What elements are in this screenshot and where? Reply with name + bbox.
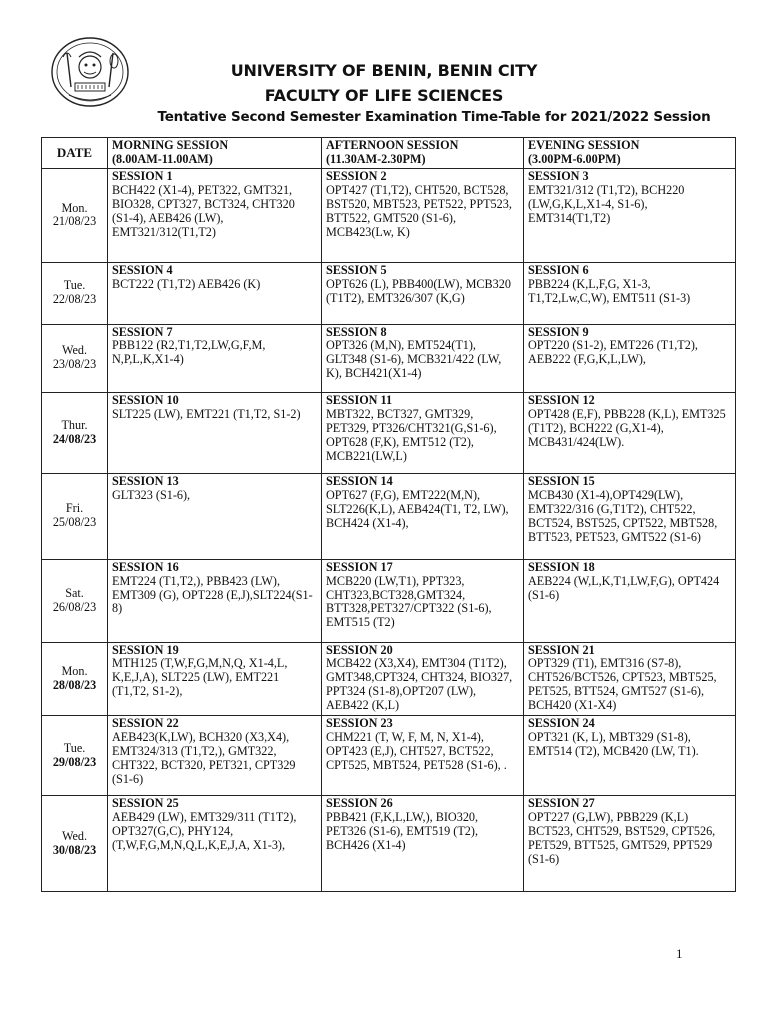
morning-session-title: SESSION 25 xyxy=(112,796,179,811)
date-cell xyxy=(42,559,108,642)
afternoon-course-list: MBT322, BCT327, GMT329, PET329, PT326/CHT321(G,S1-6), OPT628 (F,K), EMT512 (T2), MCB221(LW,L) xyxy=(326,407,497,463)
day-label: Fri. xyxy=(65,501,84,516)
date-label: 29/08/23 xyxy=(52,754,97,769)
afternoon-session-title: SESSION 8 xyxy=(326,324,387,339)
morning-session-title: SESSION 1 xyxy=(112,169,173,183)
evening-session-title: SESSION 18 xyxy=(528,559,595,574)
evening-session-title: SESSION 15 xyxy=(528,473,595,488)
day-label: Mon. xyxy=(61,664,88,678)
evening-header-label: EVENING SESSION xyxy=(528,138,640,152)
morning-session-title: SESSION 16 xyxy=(112,559,179,574)
date-cell xyxy=(42,393,108,474)
evening-session-cell xyxy=(524,262,736,324)
morning-session-cell xyxy=(108,559,322,642)
day-label: Tue. xyxy=(63,740,86,755)
evening-session-cell xyxy=(524,716,736,796)
morning-session-title: SESSION 19 xyxy=(112,642,179,657)
afternoon-header-label: AFTERNOON SESSION xyxy=(326,138,459,152)
evening-session-title: SESSION 6 xyxy=(528,262,589,277)
evening-column-header xyxy=(524,138,736,169)
morning-session-title: SESSION 22 xyxy=(112,716,179,731)
evening-course-list: MCB430 (X1-4),OPT429(LW), EMT322/316 (G,T1T2), CHT522, BCT524, BST525, CPT522, MBT528, BTT523, PET523, GMT522 (S1-6) xyxy=(528,487,718,544)
morning-course-list: AEB429 (LW), EMT329/311 (T1T2), OPT327(G,C), PHY124, (T,W,F,G,M,N,Q,L,K,E,J,A, X1-3), xyxy=(112,809,297,852)
morning-session-cell xyxy=(108,796,322,892)
evening-session-cell xyxy=(524,324,736,393)
afternoon-course-list: MCB422 (X3,X4), EMT304 (T1T2), GMT348,CPT324, CHT324, BIO327, PPT324 (S1-8),OPT207 (LW), AEB422 (K,L) xyxy=(326,656,513,713)
morning-session-cell xyxy=(108,473,322,559)
evening-session-title: SESSION 21 xyxy=(528,642,595,657)
afternoon-session-title: SESSION 5 xyxy=(326,262,387,277)
morning-course-list: PBB122 (R2,T1,T2,LW,G,F,M, N,P,L,K,X1-4) xyxy=(112,338,266,367)
table-row xyxy=(42,324,736,393)
evening-header-time: (3.00PM-6.00PM) xyxy=(528,151,621,166)
morning-session-cell xyxy=(108,716,322,796)
evening-session-cell xyxy=(524,169,736,263)
date-cell xyxy=(42,169,108,263)
timetable-subtitle: Tentative Second Semester Examination Time-Table for 2021/2022 Session xyxy=(157,109,711,125)
table-header-row xyxy=(42,138,736,169)
morning-header-label: MORNING SESSION xyxy=(112,138,229,152)
afternoon-course-list: CHM221 (T, W, F, M, N, X1-4), OPT423 (E,J), CHT527, BCT522, CPT525, MBT524, PET528 (S1-6), . xyxy=(326,730,507,772)
date-cell xyxy=(42,642,108,716)
table-row xyxy=(42,393,736,474)
table-row xyxy=(42,262,736,324)
day-label: Sat. xyxy=(65,585,84,600)
date-label: 25/08/23 xyxy=(52,515,97,530)
afternoon-column-header xyxy=(322,138,524,169)
morning-course-list: BCH422 (X1-4), PET322, GMT321, BIO328, CPT327, BCT324, CHT320 (S1-4), AEB426 (LW), EMT321/312(T1,T2) xyxy=(112,182,295,239)
afternoon-session-cell xyxy=(322,559,524,642)
morning-session-title: SESSION 7 xyxy=(112,324,173,339)
afternoon-session-cell xyxy=(322,262,524,324)
evening-session-title: SESSION 3 xyxy=(528,169,589,183)
morning-session-title: SESSION 10 xyxy=(112,393,179,408)
date-label: 22/08/23 xyxy=(52,292,97,307)
morning-course-list: AEB423(K,LW), BCH320 (X3,X4), EMT324/313 (T1,T2,), GMT322, CHT322, BCT320, PET321, CPT329 (S1-6) xyxy=(112,730,296,786)
date-label: 24/08/23 xyxy=(52,432,97,447)
date-label: 26/08/23 xyxy=(52,599,97,614)
exam-timetable xyxy=(41,137,736,892)
day-label: Thur. xyxy=(61,418,88,433)
morning-header-time: (8.00AM-11.00AM) xyxy=(112,151,213,166)
morning-course-list: MTH125 (T,W,F,G,M,N,Q, X1-4,L, K,E,J,A), SLT225 (LW), EMT221 (T1,T2, S1-2), xyxy=(112,656,288,699)
morning-session-cell xyxy=(108,262,322,324)
morning-session-cell xyxy=(108,642,322,716)
morning-session-cell xyxy=(108,393,322,474)
evening-course-list: PBB224 (K,L,F,G, X1-3, T1,T2,Lw,C,W), EMT511 (S1-3) xyxy=(528,276,691,305)
afternoon-course-list: PBB421 (F,K,L,LW,), BIO320, PET326 (S1-6), EMT519 (T2), BCH426 (X1-4) xyxy=(326,809,479,852)
date-cell xyxy=(42,716,108,796)
evening-course-list: OPT227 (G,LW), PBB229 (K,L) BCT523, CHT529, BST529, CPT526, PET529, BTT525, GMT529, PPT529 (S1-6) xyxy=(528,809,716,866)
date-label: 21/08/23 xyxy=(52,214,97,229)
afternoon-session-cell xyxy=(322,642,524,716)
date-cell xyxy=(42,262,108,324)
afternoon-session-title: SESSION 14 xyxy=(326,473,393,488)
evening-session-cell xyxy=(524,393,736,474)
table-row xyxy=(42,169,736,263)
afternoon-course-list: MCB220 (LW,T1), PPT323, CHT323,BCT328,GMT324, BTT328,PET327/CPT322 (S1-6), EMT515 (T2) xyxy=(326,573,492,630)
table-row xyxy=(42,642,736,716)
morning-session-cell xyxy=(108,324,322,393)
table-row xyxy=(42,716,736,796)
afternoon-course-list: OPT626 (L), PBB400(LW), MCB320 (T1T2), EMT326/307 (K,G) xyxy=(326,276,511,305)
day-label: Mon. xyxy=(61,200,88,215)
evening-session-title: SESSION 12 xyxy=(528,393,595,408)
table-row xyxy=(42,559,736,642)
morning-course-list: BCT222 (T1,T2) AEB426 (K) xyxy=(112,276,261,291)
day-label: Tue. xyxy=(63,278,86,293)
afternoon-header-time: (11.30AM-2.30PM) xyxy=(326,151,426,166)
morning-column-header xyxy=(108,138,322,169)
morning-course-list: GLT323 (S1-6), xyxy=(112,487,191,502)
afternoon-session-cell xyxy=(322,796,524,892)
evening-course-list: OPT329 (T1), EMT316 (S7-8), CHT526/BCT526, CPT523, MBT525, PET525, BTT524, GMT527 (S1-6), BCH420 (X1-X4) xyxy=(528,656,717,713)
morning-session-title: SESSION 13 xyxy=(112,473,179,488)
evening-session-cell xyxy=(524,473,736,559)
day-label: Wed. xyxy=(61,828,88,843)
evening-course-list: EMT321/312 (T1,T2), BCH220 (LW,G,K,L,X1-4, S1-6), EMT314(T1,T2) xyxy=(528,182,685,225)
date-label: 30/08/23 xyxy=(52,842,97,857)
date-cell xyxy=(42,324,108,393)
afternoon-session-title: SESSION 11 xyxy=(326,393,393,408)
afternoon-session-title: SESSION 17 xyxy=(326,559,393,574)
morning-session-cell xyxy=(108,169,322,263)
date-column-header: DATE xyxy=(42,138,108,169)
evening-session-cell xyxy=(524,642,736,716)
morning-session-title: SESSION 4 xyxy=(112,262,173,277)
table-row xyxy=(42,473,736,559)
morning-course-list: EMT224 (T1,T2,), PBB423 (LW), EMT309 (G), OPT228 (E,J),SLT224(S1-8) xyxy=(112,573,313,616)
evening-session-title: SESSION 9 xyxy=(528,324,589,339)
page-number: 1 xyxy=(676,946,683,961)
evening-course-list: OPT220 (S1-2), EMT226 (T1,T2), AEB222 (F,G,K,L,LW), xyxy=(528,338,698,367)
evening-course-list: OPT321 (K, L), MBT329 (S1-8), EMT514 (T2), MCB420 (LW, T1). xyxy=(528,730,699,759)
evening-session-title: SESSION 24 xyxy=(528,716,595,731)
afternoon-course-list: OPT326 (M,N), EMT524(T1), GLT348 (S1-6), MCB321/422 (LW, K), BCH421(X1-4) xyxy=(326,338,502,381)
afternoon-course-list: OPT427 (T1,T2), CHT520, BCT528, BST520, MBT523, PET522, PPT523, BTT522, GMT520 (S1-6), MCB423(Lw, K) xyxy=(326,182,512,239)
date-label: 23/08/23 xyxy=(52,357,97,372)
evening-session-cell xyxy=(524,559,736,642)
evening-course-list: OPT428 (E,F), PBB228 (K,L), EMT325 (T1T2), BCH222 (G,X1-4), MCB431/424(LW). xyxy=(528,407,726,449)
afternoon-session-title: SESSION 26 xyxy=(326,796,393,811)
faculty-title: FACULTY OF LIFE SCIENCES xyxy=(264,86,504,105)
afternoon-session-cell xyxy=(322,324,524,393)
afternoon-session-cell xyxy=(322,716,524,796)
date-label: 28/08/23 xyxy=(52,677,97,692)
afternoon-session-cell xyxy=(322,473,524,559)
date-cell xyxy=(42,796,108,892)
date-cell xyxy=(42,473,108,559)
afternoon-course-list: OPT627 (F,G), EMT222(M,N), SLT226(K,L), AEB424(T1, T2, LW), BCH424 (X1-4), xyxy=(326,487,509,530)
afternoon-session-title: SESSION 2 xyxy=(326,169,387,183)
evening-session-cell xyxy=(524,796,736,892)
afternoon-session-cell xyxy=(322,169,524,263)
day-label: Wed. xyxy=(61,343,88,358)
afternoon-session-cell xyxy=(322,393,524,474)
table-row xyxy=(42,796,736,892)
university-title: UNIVERSITY OF BENIN, BENIN CITY xyxy=(230,61,538,80)
morning-course-list: SLT225 (LW), EMT221 (T1,T2, S1-2) xyxy=(112,407,301,422)
afternoon-session-title: SESSION 23 xyxy=(326,716,393,731)
evening-session-title: SESSION 27 xyxy=(528,796,595,811)
afternoon-session-title: SESSION 20 xyxy=(326,642,393,657)
evening-course-list: AEB224 (W,L,K,T1,LW,F,G), OPT424 (S1-6) xyxy=(528,573,720,602)
